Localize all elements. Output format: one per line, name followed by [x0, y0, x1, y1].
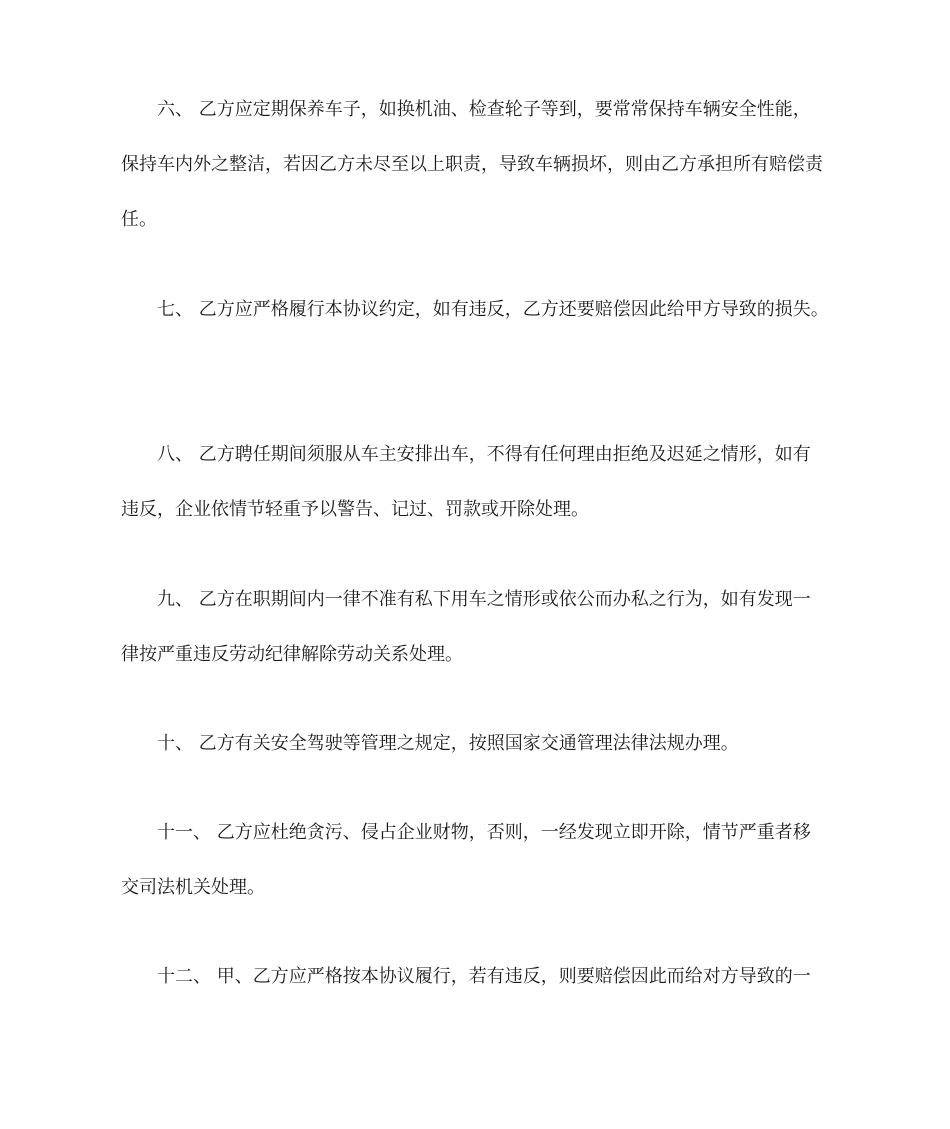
clause-11-line-1: 十一、 乙方应杜绝贪污、侵占企业财物，否则，一经发现立即开除，情节严重者移	[157, 822, 811, 843]
clause-8-line-1: 八、 乙方聘任期间须服从车主安排出车，不得有任何理由拒绝及迟延之情形，如有	[157, 444, 811, 465]
clause-10-line-1: 十、 乙方有关安全驾驶等管理之规定，按照国家交通管理法律法规办理。	[157, 733, 739, 754]
clause-12-line-1: 十二、 甲、乙方应严格按本协议履行，若有违反，则要赔偿因此而给对方导致的一	[157, 966, 811, 987]
clause-7-line-1: 七、 乙方应严格履行本协议约定，如有违反，乙方还要赔偿因此给甲方导致的损失。	[157, 299, 829, 320]
clause-11-line-2: 交司法机关处理。	[121, 877, 265, 898]
clause-8-line-2: 违反，企业依情节轻重予以警告、记过、罚款或开除处理。	[121, 499, 589, 520]
clause-6-line-1: 六、 乙方应定期保养车子，如换机油、检查轮子等到，要常常保持车辆安全性能，	[157, 99, 811, 120]
clause-9-line-2: 律按严重违反劳动纪律解除劳动关系处理。	[121, 644, 463, 665]
clause-9-line-1: 九、 乙方在职期间内一律不准有私下用车之情形或依公而办私之行为，如有发现一	[157, 589, 811, 610]
clause-6-line-3: 任。	[121, 209, 157, 230]
clause-6-line-2: 保持车内外之整洁，若因乙方未尽至以上职责，导致车辆损坏，则由乙方承担所有赔偿责	[121, 154, 823, 175]
